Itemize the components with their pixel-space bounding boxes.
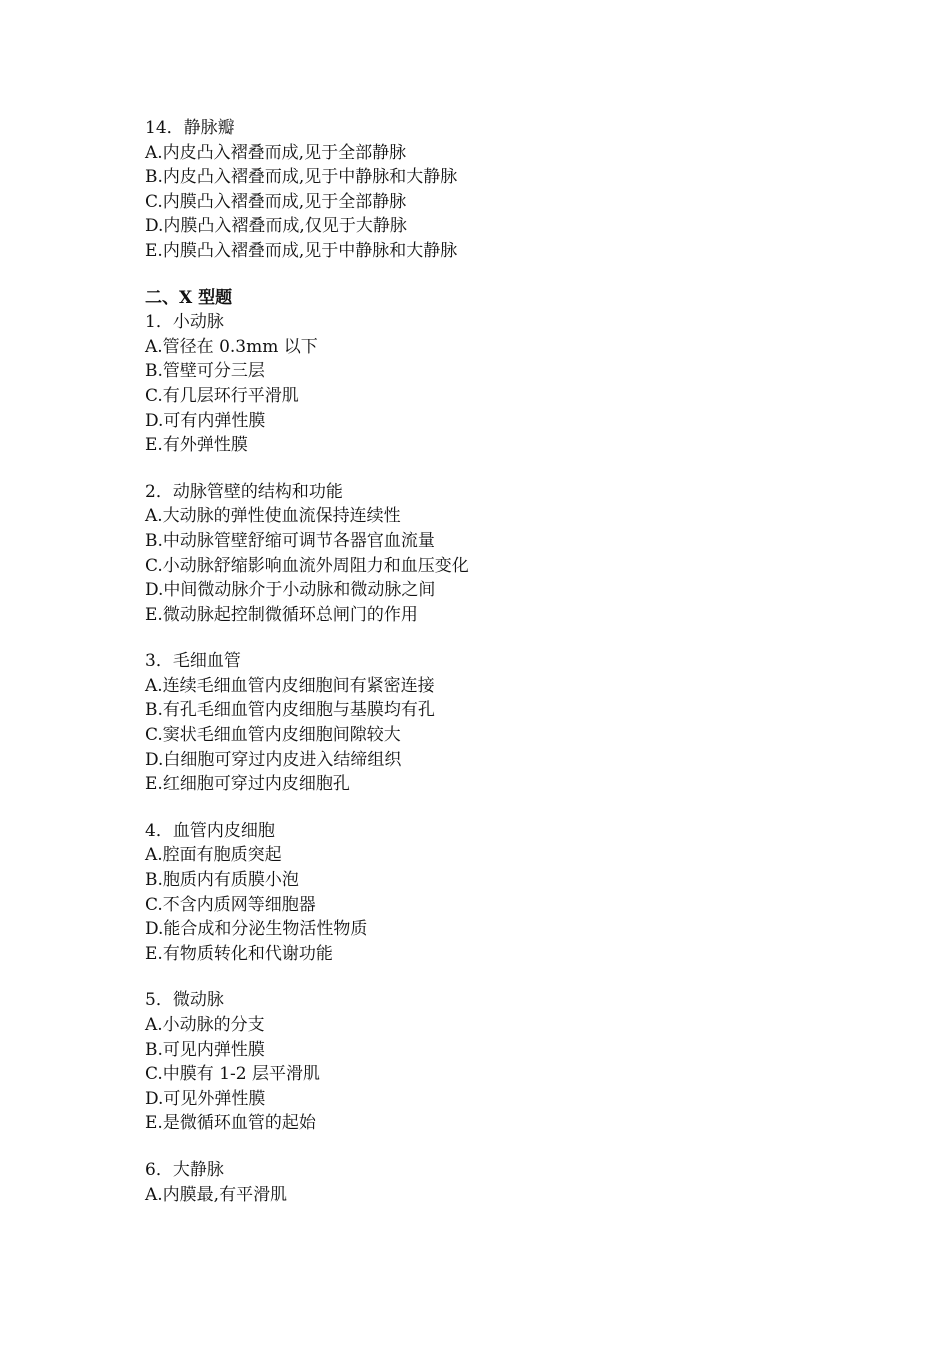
option-c: C.窦状毛细血管内皮细胞间隙较大 (145, 725, 401, 746)
question-stem (145, 819, 845, 844)
option-b: B.有孔毛细血管内皮细胞与基膜均有孔 (145, 700, 435, 721)
option-d: D.可见外弹性膜 (145, 1088, 266, 1109)
question-stem (145, 649, 845, 674)
option-b: B.内皮凸入褶叠而成,见于中静脉和大静脉 (145, 167, 458, 188)
question-4 (145, 819, 845, 967)
question-text: 毛细血管 (172, 651, 241, 672)
option-d: D.白细胞可穿过内皮进入结缔组织 (145, 749, 402, 770)
option-a: A.小动脉的分支 (145, 1015, 265, 1035)
option-c: C.内膜凸入褶叠而成,见于全部静脉 (145, 191, 407, 212)
question-number: 5． (145, 990, 173, 1011)
option-e: E.有物质转化和代谢功能 (145, 943, 333, 964)
option-b: B.可见内弹性膜 (145, 1039, 265, 1060)
question-stem (145, 480, 845, 505)
option-b: B.胞质内有质膜小泡 (145, 870, 299, 891)
question-number: 3． (145, 651, 173, 672)
question-6 (145, 1158, 845, 1207)
question-text: 大静脉 (172, 1159, 224, 1180)
question-stem (145, 116, 845, 141)
option-c: C.有几层环行平滑肌 (145, 385, 299, 406)
option-a: A.内皮凸入褶叠而成,见于全部静脉 (145, 142, 407, 163)
question-number: 1． (145, 312, 173, 333)
option-e: E.有外弹性膜 (145, 435, 248, 456)
question-stem (145, 1158, 845, 1183)
option-d: D.内膜凸入褶叠而成,仅见于大静脉 (145, 216, 407, 237)
question-text: 小动脉 (172, 312, 224, 333)
question-number: 14． (145, 118, 184, 138)
question-number: 4． (145, 820, 173, 841)
question-1 (145, 310, 845, 458)
section-heading: 二、X 型题 (145, 287, 233, 308)
option-d: D.可有内弹性膜 (145, 410, 266, 431)
option-e: E.是微循环血管的起始 (145, 1113, 316, 1134)
question-text: 血管内皮细胞 (172, 820, 275, 841)
question-3 (145, 649, 845, 797)
question-stem (145, 988, 845, 1013)
option-b: B.管壁可分三层 (145, 361, 265, 382)
question-2 (145, 480, 845, 628)
question-number: 2． (145, 481, 173, 502)
option-e: E.微动脉起控制微循环总闸门的作用 (145, 604, 418, 625)
option-d: D.中间微动脉介于小动脉和微动脉之间 (145, 580, 436, 601)
option-b: B.中动脉管壁舒缩可调节各器官血流量 (145, 530, 435, 551)
question-text: 微动脉 (172, 990, 224, 1011)
option-a: A.大动脉的弹性使血流保持连续性 (145, 506, 401, 527)
question-5 (145, 988, 845, 1136)
question-stem (145, 310, 845, 335)
question-14 (145, 116, 845, 264)
option-e: E.红细胞可穿过内皮细胞孔 (145, 774, 350, 795)
option-e: E.内膜凸入褶叠而成,见于中静脉和大静脉 (145, 240, 458, 261)
option-c: C.不含内质网等细胞器 (145, 894, 316, 915)
option-c: C.中膜有 1-2 层平滑肌 (145, 1064, 320, 1085)
document-page (145, 116, 845, 1207)
option-c: C.小动脉舒缩影响血流外周阻力和血压变化 (145, 555, 469, 576)
option-a: A.腔面有胞质突起 (145, 845, 282, 866)
question-number: 6． (145, 1159, 173, 1180)
question-text: 动脉管壁的结构和功能 (172, 481, 343, 502)
option-a: A.连续毛细血管内皮细胞间有紧密连接 (145, 675, 435, 696)
option-a: A.内膜最,有平滑肌 (145, 1184, 288, 1205)
option-a: A.管径在 0.3mm 以下 (145, 336, 318, 357)
option-d: D.能合成和分泌生物活性物质 (145, 919, 368, 940)
question-text: 静脉瓣 (183, 118, 235, 138)
